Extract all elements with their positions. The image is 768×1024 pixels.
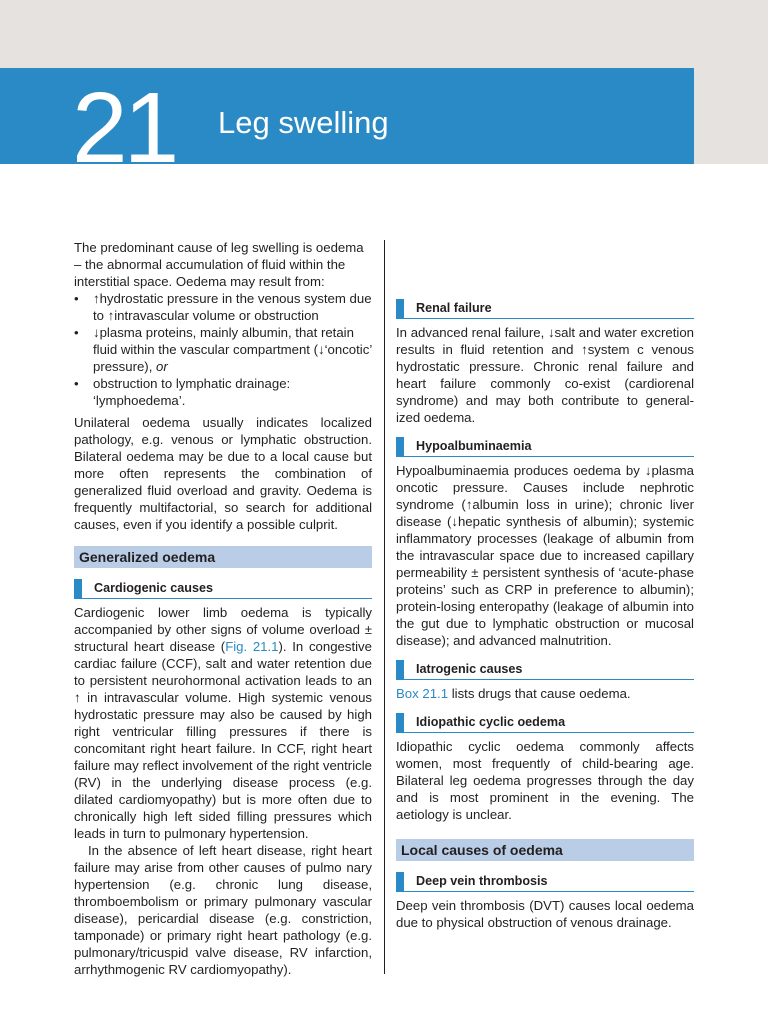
right-heart-paragraph [74,842,372,978]
heading-marker [396,713,404,732]
renal-paragraph [396,324,694,426]
idiopathic-paragraph: Idiopathic cyclic oedema commonly affects women, most frequently of child-bearing age. Bilateral leg oedema progresses through the day and is most prominent in the evening. The aetiology is unclear. [396,739,694,822]
cardiogenic-paragraph [74,604,372,842]
hypoalbuminaemia-paragraph: Hypoalbuminaemia produces oedema by ↓plasma oncotic pressure. Causes include nephrotic syndrome (↑albumin loss in urine); chronic liver disease (↓hepatic synthesis of albumin); systemic inflammatory processes (leakage of albumin from the intravascular space due to increased capillary permeability ± persistent synthesis of ‘acute-phase proteins’ such as CRP in preference to albumin); protein-losing enteropathy (leakage of albumin into the gut due to lymphatic obstruction or mucosal disease); and advanced malnutrition. [396,463,694,648]
chapter-title: Leg swelling [218,105,389,140]
heading-marker [396,872,404,891]
subheading-cardiogenic [74,579,372,599]
figure-link[interactable]: Fig. 21.1 [225,639,279,654]
page-top-margin [0,0,768,68]
unilateral-paragraph: Unilateral oedema usually indicates localized pathology, e.g. venous or lymphatic obstruction. Bilateral oedema may be due to a local cause but more often represents the combination of generalized fluid overload and gravity. Oedema is frequently multifactorial, so search for additional causes, even if you identify a possible culprit. [74,415,372,532]
section-heading-local: Local causes of oedema [396,839,694,861]
intro-paragraph: The predominant cause of leg swelling is oedema – the abnormal accumulation of fluid within the interstitial space. Oedema may result from: [74,240,364,289]
text-run: ). In congestive cardiac failure (CCF), salt and water retention due to persistent neurohormonal activation leads to an ↑ in intravascular volume. High systemic venous hydrostatic pressure may also be caused by high right ventricular filling pressures if there is concomitant right heart failure. In CCF, right heart failure may reflect involvement of the right ventricle (RV) in the underlying disease process (e.g. dilated cardiomyopathy) but is more often due to chronically high left sided filling pressures which leads in turn to pulmonary hypertension. [74,639,372,841]
text-run: c venous hydrostatic pressure. Chronic renal failure and heart failure commonly co-exist (cardiorenal syndrome) and may both contribute to general-ized oedema. [396,342,694,425]
heading-marker [396,660,404,679]
heading-marker [74,579,82,598]
causes-list [74,290,372,409]
subheading-label: Renal failure [416,301,492,315]
text-run: Cardiogenic lower limb oedema is typically accompanied by other signs of volume overload ± structural heart disease ( [74,605,372,654]
list-item-text: obstruction to lymphatic drainage: ‘lymphoedema’. [93,376,291,408]
right-column [396,239,694,931]
subheading-label: Cardiogenic causes [94,581,213,595]
list-item [74,290,372,324]
list-item-emphasis: or [156,359,168,374]
section-heading-generalized: Generalized oedema [74,546,372,568]
subheading-label: Idiopathic cyclic oedema [416,715,566,729]
list-item [74,324,372,375]
left-column [74,239,372,978]
column-divider [384,240,385,974]
dvt-paragraph: Deep vein thrombosis (DVT) causes local oedema due to physical obstruction of venous drainage. [396,898,694,930]
list-item [74,375,372,409]
subheading-label: Deep vein thrombosis [416,874,548,888]
subheading-hypoalbuminaemia [396,437,694,457]
list-item-text: ↑hydrostatic pressure in the venous system due to ↑intravascular volume or obstruction [93,291,372,323]
page-edge-strip [694,68,768,164]
subheading-label: Hypoalbuminaemia [416,439,532,453]
bullet-icon: • [74,376,79,391]
bullet-icon: • [74,291,79,306]
subheading-renal [396,299,694,319]
subheading-idiopathic [396,713,694,733]
subheading-iatrogenic [396,660,694,680]
bullet-icon: • [74,325,79,340]
text-run: lists drugs that cause oedema. [448,686,631,701]
text-run: In the absence of left heart disease, right heart failure may arise from other causes of pulmo [74,843,372,875]
list-item-text: ↓plasma proteins, mainly albumin, that retain fluid within the vascular compartment (↓‘oncotic’ pressure), [93,325,372,374]
subheading-label: Iatrogenic causes [416,662,523,676]
text-run: nary hypertension (e.g. chronic lung disease, thromboembolism or primary pulmonary vascular disease), pericardial disease (e.g. constriction, tamponade) or primary right heart pathology (e.g. pulmonary/tricuspid valve disease, RV infarction, arrhythmogenic RV cardiomyopathy). [74,860,372,977]
heading-marker [396,299,404,318]
text-run: In advanced renal failure, ↓salt and water excretion results in fluid retention and ↑system [396,325,694,357]
box-link[interactable]: Box 21.1 [396,686,449,701]
subheading-dvt [396,872,694,892]
iatrogenic-paragraph [396,685,694,702]
heading-marker [396,437,404,456]
chapter-number: 21 [72,72,176,184]
